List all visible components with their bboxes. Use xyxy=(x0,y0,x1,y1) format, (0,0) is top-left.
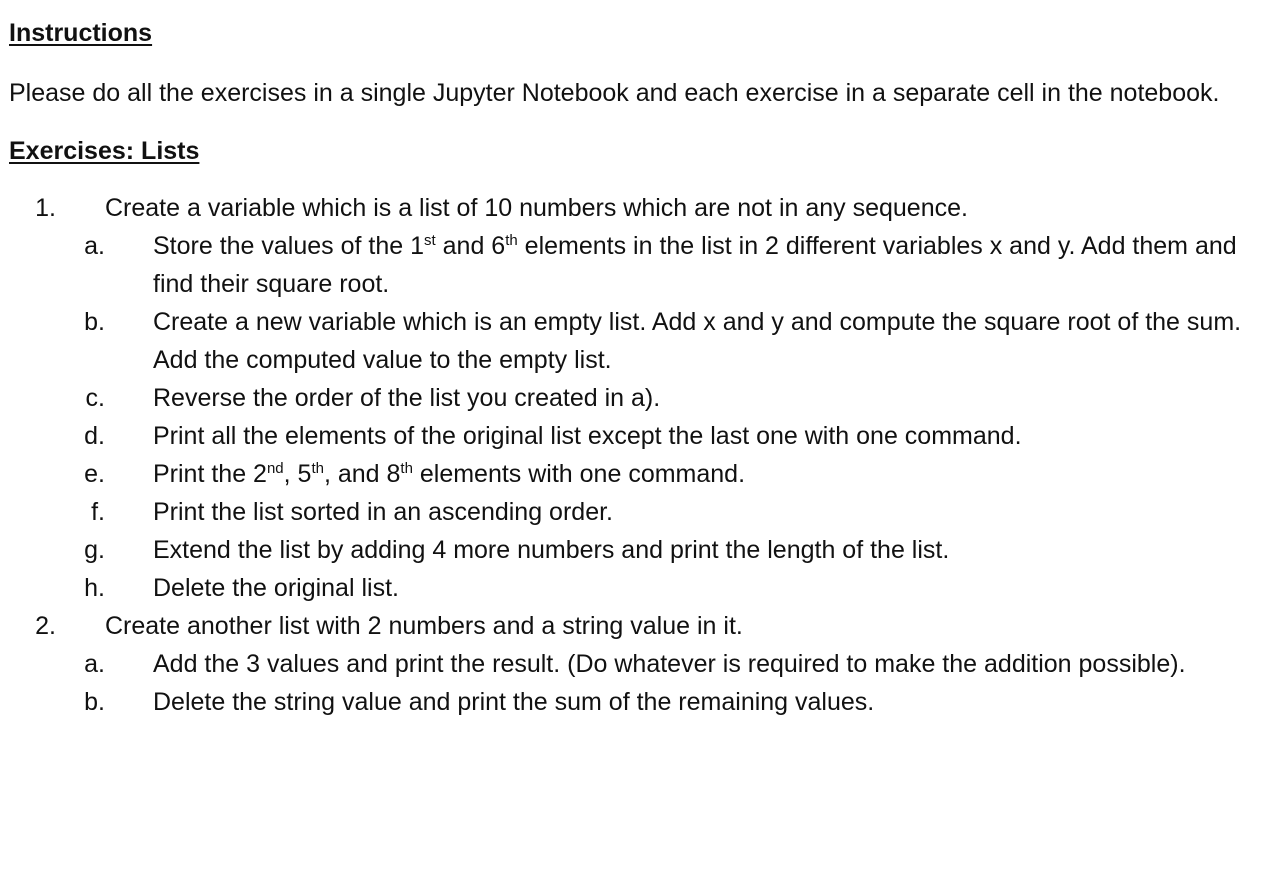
sub-item-marker: f. xyxy=(91,498,105,526)
exercise-2-b xyxy=(9,683,1279,721)
exercise-number: 2. xyxy=(35,612,56,640)
sub-item-text: Print all the elements of the original list except the last one with one command. xyxy=(153,422,1022,450)
sub-item-marker: d. xyxy=(84,422,105,450)
sub-item-marker: h. xyxy=(84,574,105,602)
sub-item-text: Reverse the order of the list you created in a). xyxy=(153,384,661,412)
exercise-1-f xyxy=(9,493,1279,531)
document xyxy=(9,14,1279,721)
exercise-text: Create another list with 2 numbers and a string value in it. xyxy=(105,612,743,640)
exercise-1-c xyxy=(9,379,1279,417)
sub-item-marker: g. xyxy=(84,536,105,564)
sub-item-text: Extend the list by adding 4 more numbers and print the length of the list. xyxy=(153,536,950,564)
sub-item-text: Print the list sorted in an ascending order. xyxy=(153,498,613,526)
sub-item-text: Print the 2nd, 5th, and 8th elements with one command. xyxy=(153,460,746,488)
sub-item-marker: c. xyxy=(85,384,105,412)
exercise-1-b xyxy=(9,303,1279,379)
exercise-2-a xyxy=(9,645,1279,683)
sub-item-marker: b. xyxy=(84,688,105,716)
sub-item-text: Delete the string value and print the sum of the remaining values. xyxy=(153,688,875,716)
sub-item-text: Delete the original list. xyxy=(153,574,399,602)
exercise-1 xyxy=(9,189,1279,227)
sub-item-text: Add the 3 values and print the result. (Do whatever is required to make the addition possible). xyxy=(153,650,1186,678)
exercise-1-g xyxy=(9,531,1279,569)
exercises-heading: Exercises: Lists xyxy=(9,137,200,165)
exercise-1-h xyxy=(9,569,1279,607)
exercise-1-e xyxy=(9,455,1279,493)
sub-item-text: Create a new variable which is an empty list. Add x and y and compute the square root of the sum. Add the computed value to the empty list. xyxy=(153,308,1242,374)
exercise-list xyxy=(9,189,1279,721)
sub-item-marker: a. xyxy=(84,232,105,260)
sub-item-text: Store the values of the 1st and 6th elements in the list in 2 different variables x and y. Add them and find their square root. xyxy=(153,232,1237,298)
sub-item-marker: a. xyxy=(84,650,105,678)
instructions-text: Please do all the exercises in a single Jupyter Notebook and each exercise in a separate cell in the notebook. xyxy=(9,79,1220,107)
exercise-2 xyxy=(9,607,1279,645)
exercise-1-a xyxy=(9,227,1279,303)
exercise-number: 1. xyxy=(35,194,56,222)
instructions-heading: Instructions xyxy=(9,19,153,47)
sub-item-marker: b. xyxy=(84,308,105,336)
exercise-1-d xyxy=(9,417,1279,455)
exercise-text: Create a variable which is a list of 10 numbers which are not in any sequence. xyxy=(105,194,968,222)
sub-item-marker: e. xyxy=(84,460,105,488)
